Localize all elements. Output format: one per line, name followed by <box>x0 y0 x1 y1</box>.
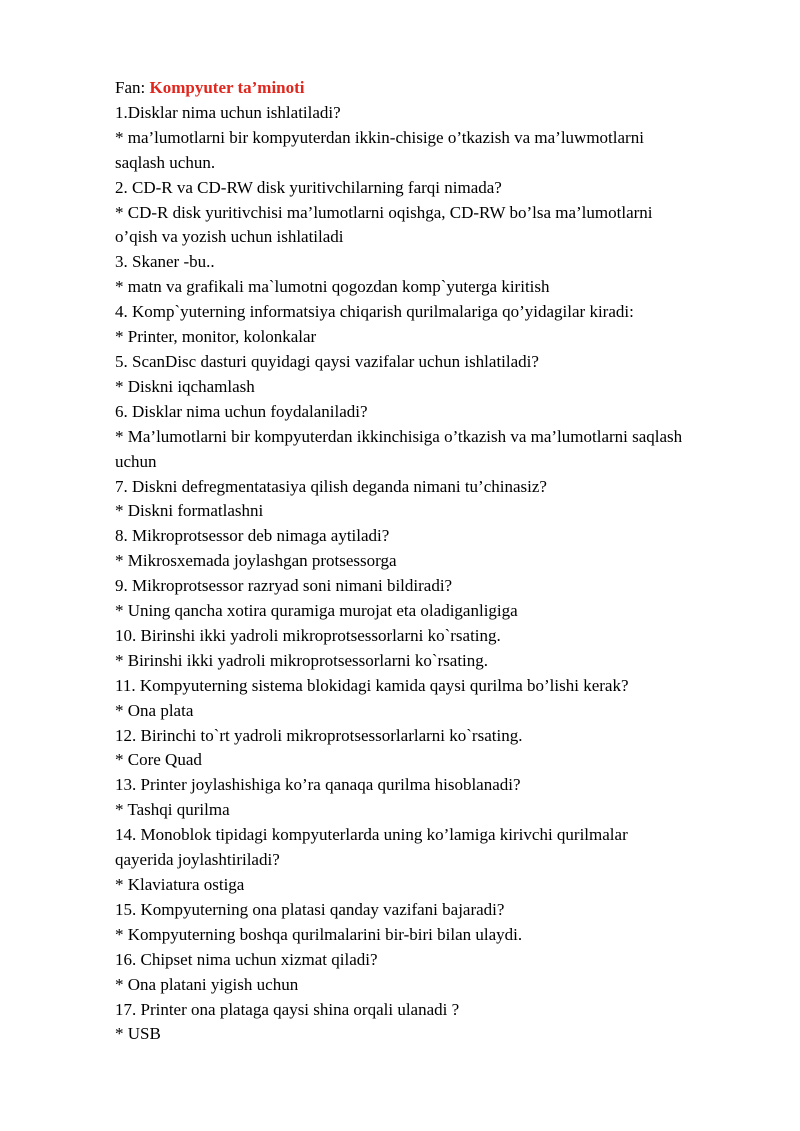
answer-line: * Birinshi ikki yadroli mikroprotsessorlarni ko`rsating. <box>115 650 489 670</box>
question-list <box>115 101 765 1047</box>
answer-line: * Tashqi qurilma <box>115 800 230 820</box>
question-line: 5. ScanDisc dasturi quyidagi qaysi vazifalar uchun ishlatiladi? <box>115 351 539 371</box>
question-line: uchun <box>115 451 157 471</box>
answer-line: * Diskni formatlashni <box>115 501 264 521</box>
answer-line: * Core Quad <box>115 750 202 770</box>
question-line: 14. Monoblok tipidagi kompyuterlarda uning ko’lamiga kirivchi qurilmalar <box>115 825 628 845</box>
answer-line: * Mikrosxemada joylashgan protsessorga <box>115 551 397 571</box>
question-line: 6. Disklar nima uchun foydalaniladi? <box>115 401 368 421</box>
answer-line: * matn va grafikali ma`lumotni qogozdan komp`yuterga kiritish <box>115 277 550 297</box>
question-line: 15. Kompyuterning ona platasi qanday vazifani bajaradi? <box>115 899 505 919</box>
question-line: 3. Skaner -bu.. <box>115 252 215 272</box>
answer-line: * Diskni iqchamlash <box>115 376 255 396</box>
question-line: 7. Diskni defregmentatasiya qilish deganda nimani tu’chinasiz? <box>115 476 547 496</box>
answer-line: * USB <box>115 1024 161 1044</box>
question-line: 17. Printer ona plataga qaysi shina orqali ulanadi ? <box>115 999 460 1019</box>
question-line: 10. Birinshi ikki yadroli mikroprotsessorlarni ko`rsating. <box>115 625 501 645</box>
subject-heading <box>115 76 765 101</box>
answer-line: * Kompyuterning boshqa qurilmalarini bir-biri bilan ulaydi. <box>115 924 523 944</box>
question-line: 11. Kompyuterning sistema blokidagi kamida qaysi qurilma bo’lishi kerak? <box>115 675 629 695</box>
question-line: 9. Mikroprotsessor razryad soni nimani bildiradi? <box>115 576 453 596</box>
question-line: 1.Disklar nima uchun ishlatiladi? <box>115 102 341 122</box>
subject-label: Fan: <box>115 78 150 97</box>
document-page <box>115 76 765 1047</box>
answer-line: * Ma’lumotlarni bir kompyuterdan ikkinchisiga o’tkazish va ma’lumotlarni saqlash <box>115 426 683 446</box>
answer-line: * Ona plata <box>115 700 194 720</box>
answer-line: * Ona platani yigish uchun <box>115 974 299 994</box>
subject-title: Kompyuter ta’minoti <box>149 78 305 97</box>
answer-line: * Klaviatura ostiga <box>115 875 245 894</box>
question-line: o’qish va yozish uchun ishlatiladi <box>115 227 344 247</box>
answer-line: * ma’lumotlarni bir kompyuterdan ikkin-chisige o’tkazish va ma’luwmotlarni <box>115 127 644 147</box>
answer-line: * Printer, monitor, kolonkalar <box>115 327 317 347</box>
answer-line: * Uning qancha xotira quramiga murojat eta oladiganligiga <box>115 601 518 621</box>
question-line: 13. Printer joylashishiga ko’ra qanaqa qurilma hisoblanadi? <box>115 775 521 795</box>
question-line: qayerida joylashtiriladi? <box>115 850 280 870</box>
question-line: 8. Mikroprotsessor deb nimaga aytiladi? <box>115 526 390 546</box>
question-line: 4. Komp`yuterning informatsiya chiqarish qurilmalariga qo’yidagilar kiradi: <box>115 302 634 322</box>
question-line: 12. Birinchi to`rt yadroli mikroprotsessorlarlarni ko`rsating. <box>115 725 523 745</box>
question-line: 16. Chipset nima uchun xizmat qiladi? <box>115 949 378 969</box>
answer-line: * CD-R disk yuritivchisi ma’lumotlarni oqishga, CD-RW bo’lsa ma’lumotlarni <box>115 202 653 222</box>
question-line: 2. CD-R va CD-RW disk yuritivchilarning farqi nimada? <box>115 177 502 197</box>
question-line: saqlash uchun. <box>115 152 216 172</box>
